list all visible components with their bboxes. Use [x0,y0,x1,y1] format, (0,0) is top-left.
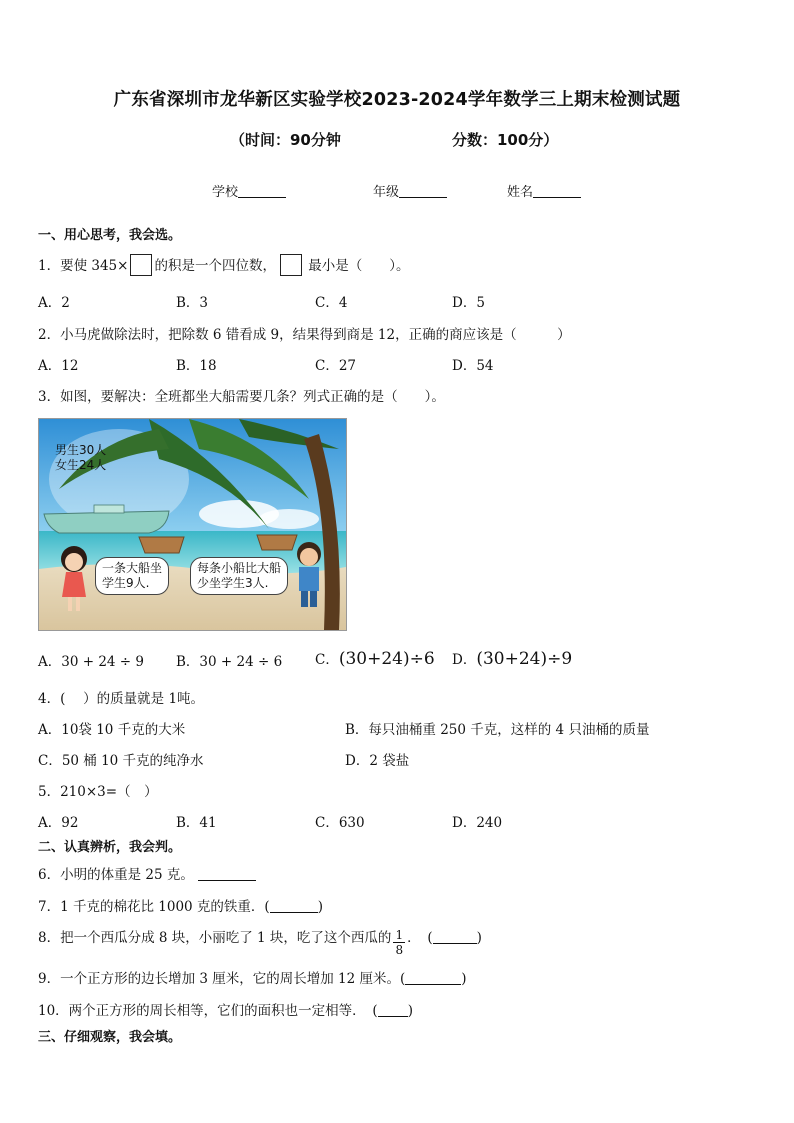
q1-text-a: 1．要使 345× [38,258,129,274]
q8-text: 8．把一个西瓜分成 8 块，小丽吃了 1 块，吃了这个西瓜的 [38,930,392,946]
q5-option-b[interactable]: B．41 [176,815,217,831]
q1-text-c: 最小是（ ）。 [303,258,410,274]
q5-option-a[interactable]: A．92 [38,815,79,831]
q7-close: ) [317,899,323,915]
q8-close: ) [476,930,482,946]
question-10 [38,999,413,1019]
q9-close: ) [461,971,467,987]
question-6 [38,863,256,883]
grade-blank[interactable] [399,184,447,198]
q3-girls-count: 女生24人 [55,458,107,472]
q1-answer-box-1[interactable] [130,254,152,276]
q10-text: 10．两个正方形的周长相等，它们的面积也一定相等． ( [38,1003,378,1019]
q1-option-a[interactable]: A．2 [38,295,70,311]
q3-boys-count: 男生30人 [55,443,107,457]
q3-option-b[interactable]: B．30 + 24 ÷ 6 [176,654,283,670]
section-heading-1: 一、用心思考，我会选。 [38,228,182,243]
q3-option-d-expr: (30+24)÷9 [476,649,573,669]
name-label: 姓名 [507,185,534,200]
q3-bubble-left-line2: 学生9人. [102,576,150,590]
q9-answer-blank[interactable] [405,972,461,985]
q7-answer-blank[interactable] [270,900,318,913]
q10-answer-blank[interactable] [378,1004,408,1017]
school-label: 学校 [212,185,239,200]
question-8 [38,926,482,957]
grade-field[interactable] [373,181,447,200]
q2-option-a[interactable]: A．12 [38,358,79,374]
q6-answer-blank[interactable] [198,868,256,881]
q8-fraction-denominator: 8 [395,943,404,957]
q1-text-b: 的积是一个四位数， [154,258,276,274]
q1-option-b[interactable]: B．3 [176,295,209,311]
q4-option-c[interactable]: C．50 桶 10 千克的纯净水 [38,753,204,769]
q3-option-c-expr: (30+24)÷6 [338,649,435,669]
q2-option-c[interactable]: C．27 [315,358,357,374]
q3-option-a[interactable]: A．30 + 24 ÷ 9 [38,654,144,670]
name-blank[interactable] [533,184,581,198]
q2-option-b[interactable]: B．18 [176,358,217,374]
question-5: 5．210×3=（ ） [38,784,158,800]
question-1 [38,254,410,276]
q7-text: 7．1 千克的棉花比 1000 克的铁重．( [38,899,270,915]
page-title: 广东省深圳市龙华新区实验学校2023-2024学年数学三上期末检测试题 [113,90,681,110]
q8-answer-blank[interactable] [433,931,477,944]
q3-bubble-left-line1: 一条大船坐 [102,561,163,575]
question-9 [38,967,467,987]
question-4: 4．( ）的质量就是 1吨。 [38,691,205,707]
school-field[interactable] [212,181,286,200]
q3-option-c-label: C． [315,652,339,668]
q4-option-a[interactable]: A．10袋 10 千克的大米 [38,722,186,738]
q8-fraction-numerator: 1 [395,928,404,942]
q1-answer-box-2[interactable] [280,254,302,276]
exam-score: 分数：100分） [452,131,559,149]
q3-bubble-right-line2: 少坐学生3人. [197,576,269,590]
question-3: 3．如图，要解决：全班都坐大船需要几条？列式正确的是（ ）。 [38,389,445,405]
question-2: 2．小马虎做除法时，把除数 6 错看成 9，结果得到商是 12，正确的商应该是（ ） [38,327,571,343]
q3-bubble-right-line1: 每条小船比大船 [197,561,282,575]
q3-illustration [38,418,347,631]
q2-option-d[interactable]: D．54 [452,358,494,374]
q10-close: ) [407,1003,413,1019]
section-heading-3: 三、仔细观察，我会填。 [38,1030,182,1045]
q1-option-d[interactable]: D．5 [452,295,485,311]
q8-fraction [393,928,405,957]
q4-option-b[interactable]: B．每只油桶重 250 千克，这样的 4 只油桶的质量 [345,722,650,738]
q3-speech-bubble-left [95,557,169,595]
question-7 [38,895,323,915]
q1-option-c[interactable]: C．4 [315,295,348,311]
q3-option-d-label: D． [452,652,477,668]
q9-text: 9．一个正方形的边长增加 3 厘米，它的周长增加 12 厘米。( [38,971,406,987]
school-blank[interactable] [238,184,286,198]
q4-option-d[interactable]: D．2 袋盐 [345,753,410,769]
name-field[interactable] [507,181,581,200]
section-heading-2: 二、认真辨析，我会判。 [38,840,182,855]
q8-tail: ． ( [407,930,433,946]
q3-speech-bubble-right [190,557,288,595]
exam-time: （时间：90分钟 [230,131,341,149]
q6-text: 6．小明的体重是 25 克。 [38,867,194,883]
q3-option-c[interactable] [315,648,435,669]
q5-option-c[interactable]: C．630 [315,815,365,831]
q3-option-d[interactable] [452,648,572,669]
q5-option-d[interactable]: D．240 [452,815,503,831]
grade-label: 年级 [373,185,400,200]
